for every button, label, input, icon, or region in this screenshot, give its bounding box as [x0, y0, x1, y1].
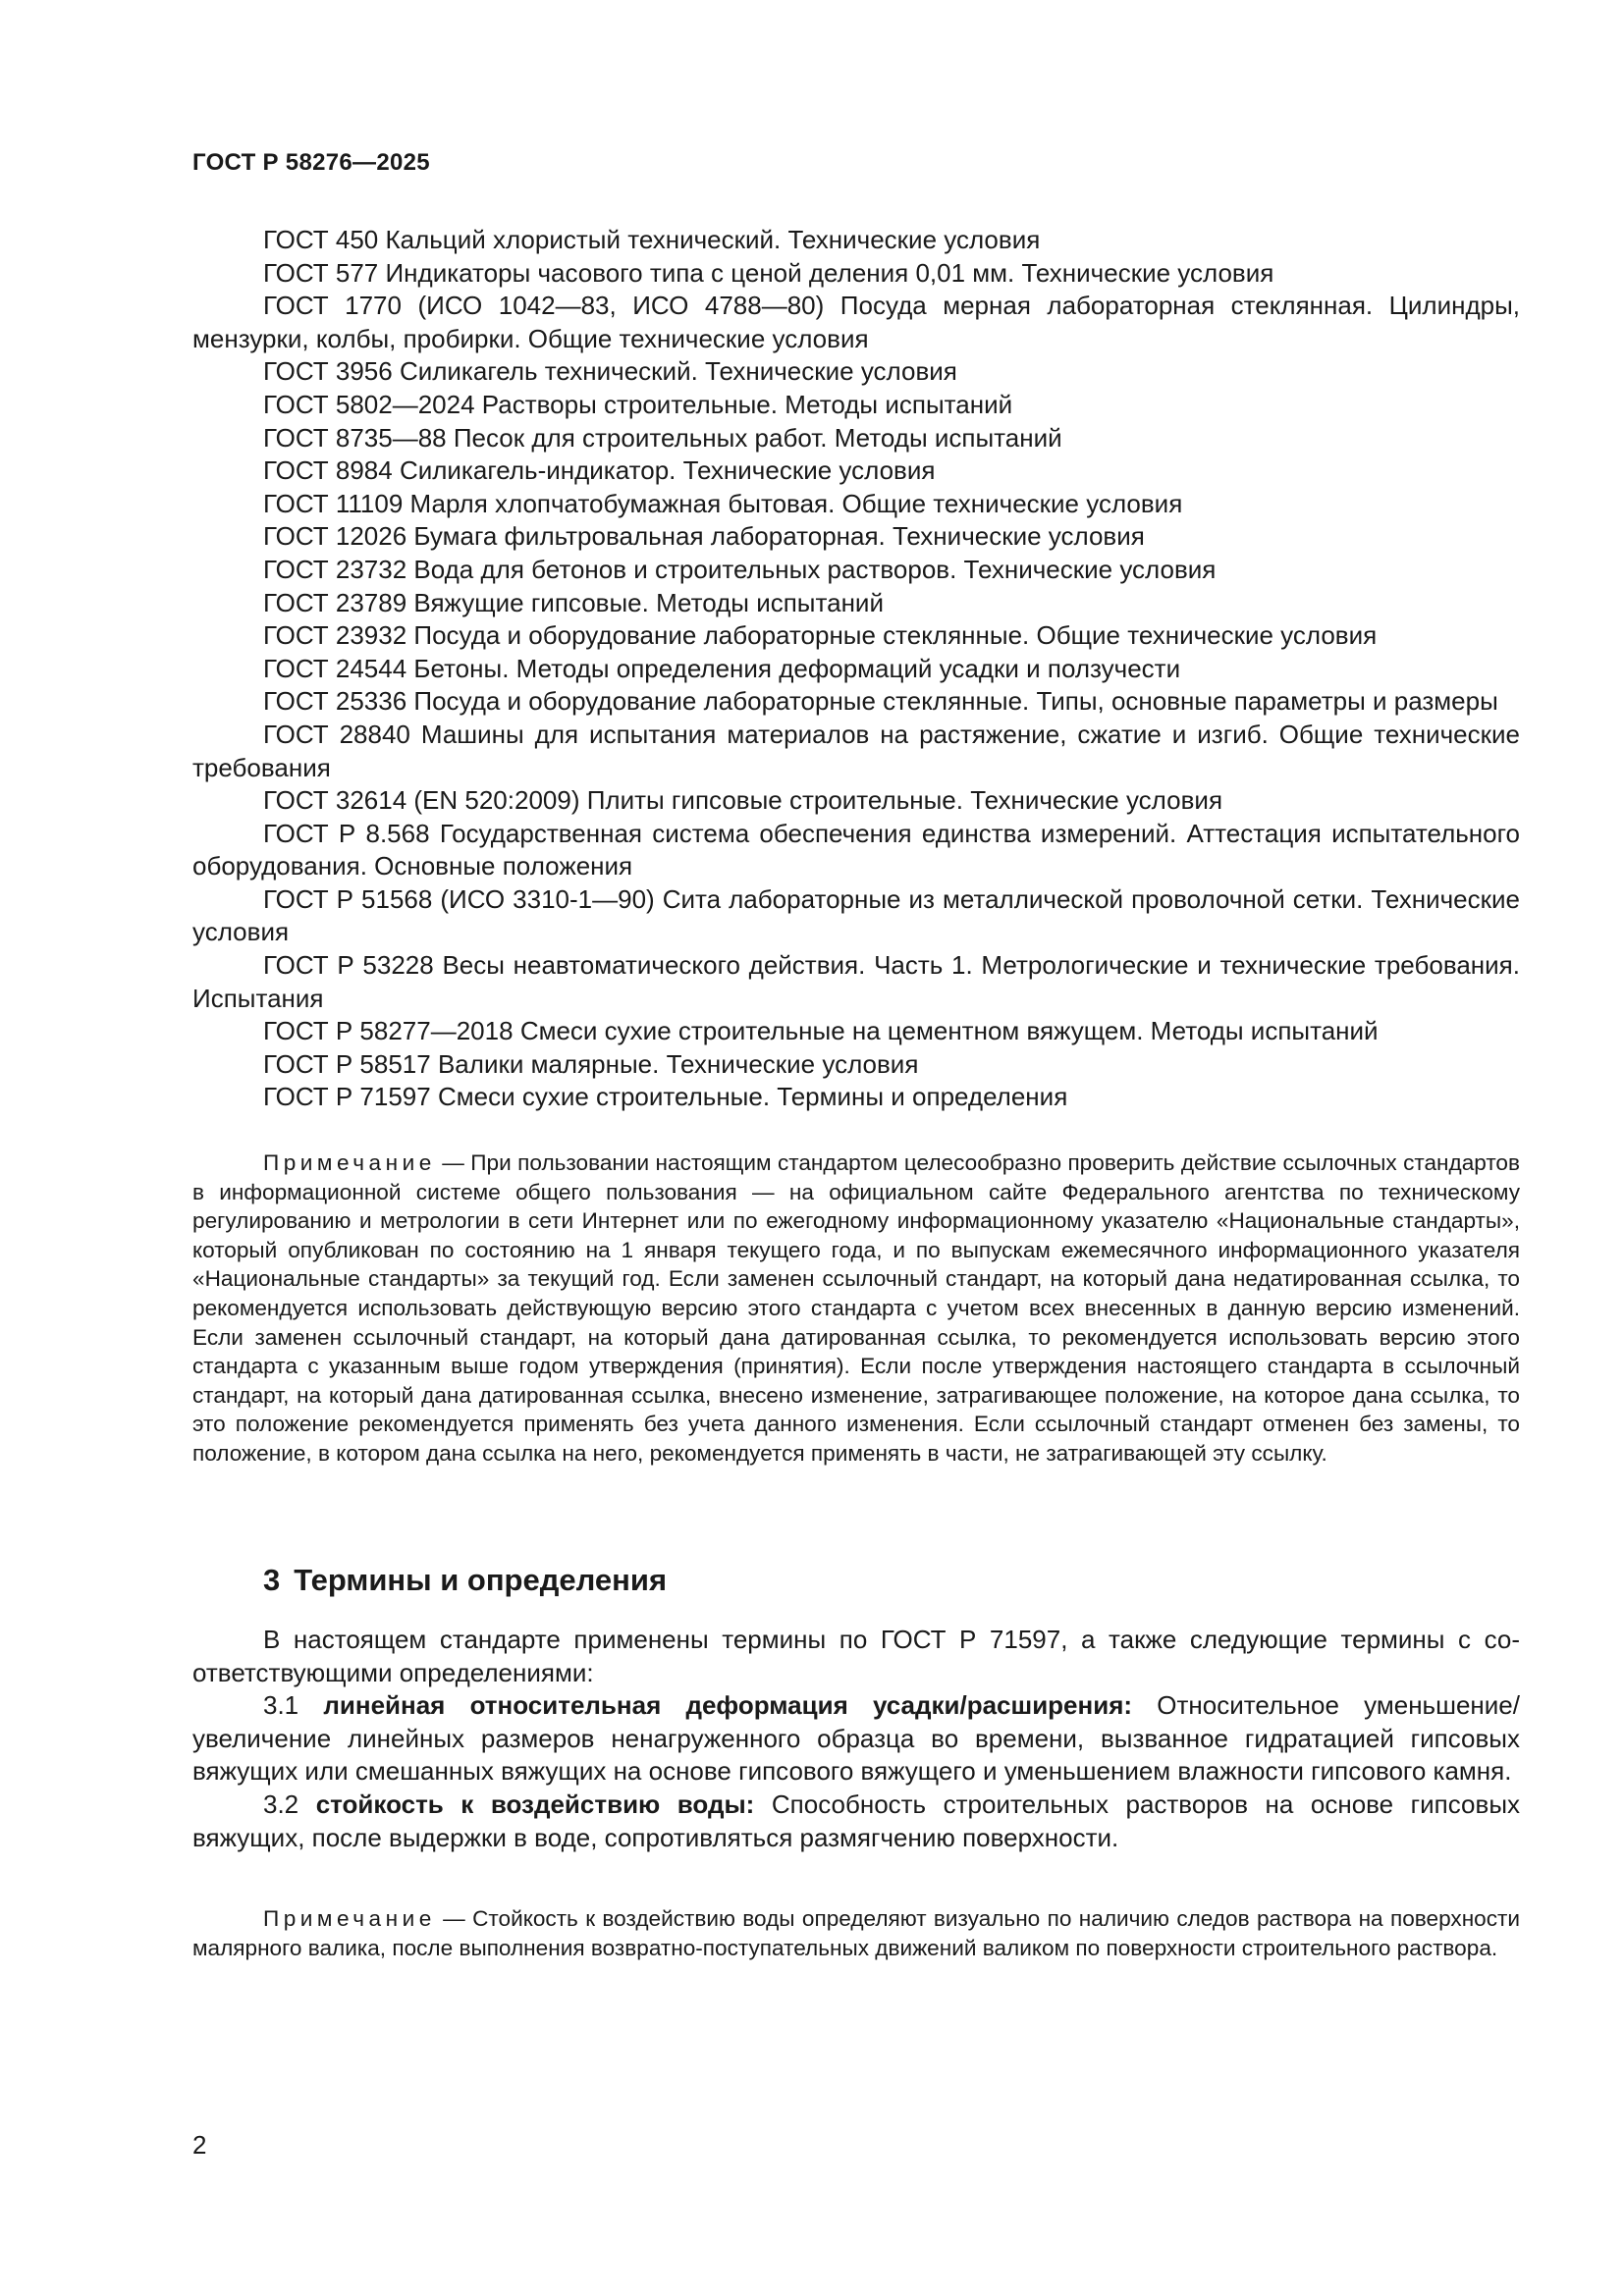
reference-item [192, 257, 1520, 291]
reference-item [192, 554, 1520, 587]
section-heading [263, 1563, 667, 1598]
reference-code: ГОСТ 25336 [263, 686, 407, 717]
reference-item [192, 587, 1520, 620]
reference-title: Посуда и оборудование лабораторные стеклянные. Типы, основные параметры и размеры [413, 686, 1498, 717]
reference-item [192, 685, 1520, 719]
reference-title: Марля хлопчатобумажная бытовая. Общие технические условия [409, 488, 1183, 518]
reference-code: ГОСТ 11109 [263, 488, 404, 518]
note-label: Примечание [263, 1906, 436, 1931]
terms-note [192, 1904, 1520, 1962]
reference-title: Бумага фильтровальная лабораторная. Технические условия [413, 521, 1145, 552]
term-number: 3.1 [263, 1690, 299, 1721]
reference-title: Силикагель-индикатор. Технические условия [399, 455, 936, 486]
note-text: — Стойкость к воздействию воды определяют визуально по наличию следов раствора на поверхности малярного валика, после выполнения возвратно-поступательных движений валиком по поверхности строительного раствора. [192, 1906, 1521, 1960]
note-text: — При пользовании настоящим стандартом целесообразно проверить действие ссылочных стандартов в информационной системе общего пользования — на официальном сайте Федерального агентства по техническому регулированию и метрологии в сети Интернет или по ежегодному информационному указателю «Национальные стандарты», который опубликован по состоянию на 1 января текущего года, и по выпускам ежемесячного информационного указателя «Национальные стандарты» за текущий год. Если заменен ссылочный стандарт, на который дана недатированная ссылка, то рекомендуется использовать действующую версию этого стандарта с учетом всех внесенных в данную версию изменений. Если заменен ссылочный стандарт, на который дана датированная ссылка, то рекомендуется использовать версию этого стандарта с указанным выше годом утверждения (принятия). Если после утверждения настоящего стандарта в ссылочный стандарт, на который дана датированная ссылка, внесено изменение, затрагивающее положение, на которое дана ссылка, то это положение рекомендуется применять без учета данного изменения. Если ссылочный стандарт отменен без замены, то положение, в котором дана ссылка на него, рекомендуется применять в части, не затрагивающей эту ссылку. [192, 1150, 1521, 1466]
references-note [192, 1148, 1520, 1468]
reference-code: ГОСТ 577 [263, 257, 379, 288]
term-entry [192, 1789, 1520, 1854]
reference-title: Машины для испытания материалов на растяжение, сжатие и изгиб. Общие технические требования [192, 719, 1520, 782]
section-title: Термины и определения [294, 1563, 668, 1597]
reference-code: ГОСТ Р 58277—2018 [263, 1016, 514, 1046]
reference-code: ГОСТ 5802—2024 [263, 389, 475, 419]
reference-code: ГОСТ Р 58517 [263, 1048, 431, 1079]
reference-code: ГОСТ 28840 [263, 719, 410, 749]
reference-title: Государственная система обеспечения единства измерений. Аттестация испытательного оборудования. Основные положения [192, 818, 1520, 881]
reference-item [192, 784, 1520, 818]
reference-item [192, 949, 1520, 1015]
reference-item [192, 355, 1520, 389]
reference-item [192, 1015, 1520, 1048]
reference-title: Плиты гипсовые строительные. Технические условия [586, 785, 1223, 816]
page-number: 2 [192, 2130, 207, 2160]
reference-title: Вяжущие гипсовые. Методы испытаний [413, 587, 884, 617]
term-name: линейная относительная деформация усадки/расширения: [323, 1690, 1133, 1721]
reference-item [192, 1048, 1520, 1082]
reference-item [192, 488, 1520, 521]
reference-code: ГОСТ 24544 [263, 653, 407, 683]
reference-code: ГОСТ 3956 [263, 356, 393, 387]
reference-item [192, 619, 1520, 653]
reference-title: Весы неавтоматического действия. Часть 1. Метрологические и технические требования. Испытания [192, 950, 1520, 1013]
reference-code: ГОСТ 32614 (EN 520:2009) [263, 785, 580, 816]
reference-code: ГОСТ Р 53228 [263, 950, 434, 981]
reference-item [192, 224, 1520, 257]
reference-item [192, 818, 1520, 883]
normative-references-list [192, 224, 1520, 1114]
reference-item [192, 719, 1520, 784]
reference-title: Бетоны. Методы определения деформаций усадки и ползучести [413, 653, 1181, 683]
reference-title: Смеси сухие строительные на цементном вяжущем. Методы испытаний [519, 1016, 1379, 1046]
reference-code: ГОСТ 8735—88 [263, 422, 447, 453]
reference-title: Смеси сухие строительные. Термины и определения [437, 1082, 1068, 1112]
reference-title: Растворы строительные. Методы испытаний [481, 389, 1013, 419]
note-label: Примечание [263, 1150, 436, 1175]
reference-code: ГОСТ 12026 [263, 521, 407, 552]
reference-item [192, 653, 1520, 686]
reference-title: Индикаторы часового типа с ценой деления 0,01 мм. Технические условия [385, 257, 1274, 288]
term-name: стойкость к воздействию воды: [315, 1789, 755, 1819]
reference-title: Кальций хлористый технический. Технические условия [385, 225, 1041, 254]
section-intro: В настоящем стандарте применены термины по ГОСТ Р 71597, а также следующие термины с соответствующими определениями: [192, 1625, 1520, 1687]
reference-title: Посуда и оборудование лабораторные стеклянные. Общие технические условия [413, 620, 1378, 651]
term-number: 3.2 [263, 1789, 299, 1819]
term-definition: Относительное уменьшение/увеличение линейных размеров ненагруженного образца во времени, вызванное гидратацией гипсовых вяжущих или смешанных вяжущих на основе гипсового вяжущего и уменьшением влажности гипсового камня. [192, 1690, 1520, 1787]
reference-title: Сита лабораторные из металлической проволочной сетки. Технические условия [192, 883, 1520, 947]
term-entry [192, 1689, 1520, 1789]
reference-item [192, 454, 1520, 488]
reference-item [192, 883, 1520, 949]
reference-code: ГОСТ 23732 [263, 554, 407, 584]
reference-code: ГОСТ 23932 [263, 620, 407, 651]
reference-code: ГОСТ 23789 [263, 587, 407, 617]
reference-title: Силикагель технический. Технические условия [399, 356, 957, 387]
terms-section-body [192, 1624, 1520, 1854]
reference-item [192, 290, 1520, 355]
document-code: ГОСТ Р 58276—2025 [192, 149, 430, 176]
reference-item [192, 422, 1520, 455]
reference-code: ГОСТ Р 8.568 [263, 818, 430, 848]
section-number: 3 [263, 1563, 281, 1597]
reference-title: Валики малярные. Технические условия [437, 1048, 919, 1079]
reference-title: Посуда мерная лабораторная стеклянная. Цилиндры, мензурки, колбы, пробирки. Общие технические условия [192, 291, 1521, 353]
reference-code: ГОСТ 1770 (ИСО 1042—83, ИСО 4788—80) [263, 291, 825, 321]
reference-code: ГОСТ Р 51568 (ИСО 3310-1—90) [263, 883, 655, 914]
reference-code: ГОСТ Р 71597 [263, 1082, 431, 1112]
reference-code: ГОСТ 8984 [263, 455, 393, 486]
reference-title: Песок для строительных работ. Методы испытаний [453, 422, 1062, 453]
reference-item [192, 1081, 1520, 1114]
reference-code: ГОСТ 450 [263, 225, 379, 254]
reference-item [192, 520, 1520, 554]
reference-item [192, 389, 1520, 422]
reference-title: Вода для бетонов и строительных растворов. Технические условия [413, 554, 1217, 584]
term-definition: Способность строительных растворов на основе гипсовых вяжущих, после выдержки в воде, сопротивляться размягчению поверхности. [192, 1789, 1520, 1852]
